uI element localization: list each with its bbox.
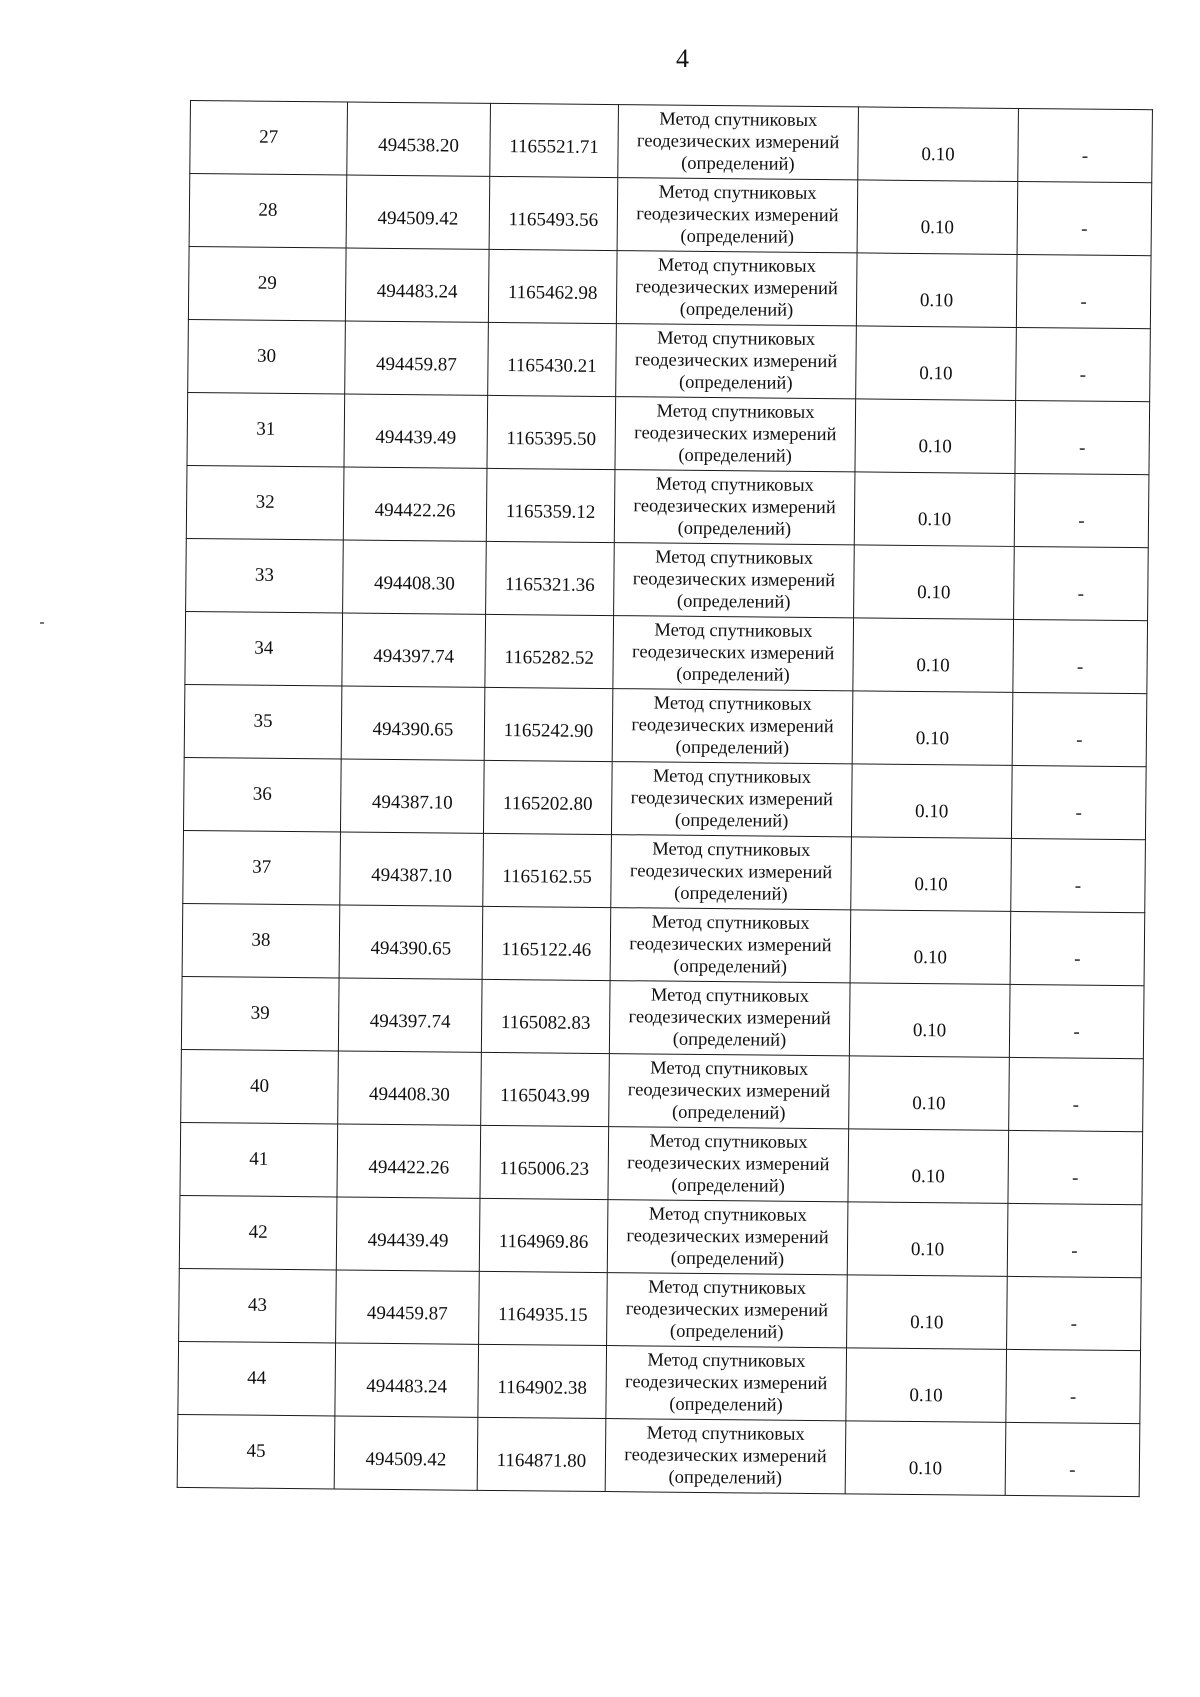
y-coordinate: 1164969.86 [498,1231,589,1253]
x-coordinate: 494538.20 [378,134,460,157]
point-number-cell [187,392,345,467]
x-coordinate-cell [338,978,482,1052]
method-line-2: геодезических измерений [624,1445,827,1468]
x-coordinate-cell [345,248,489,322]
method-cell [616,324,857,399]
extra-value: - [1075,802,1082,824]
precision-value: 0.10 [914,800,949,823]
table-row [182,903,1145,985]
page-number: 4 [676,44,689,73]
extra-cell [1007,1203,1142,1277]
precision-value: 0.10 [915,727,950,750]
precision-cell [847,1202,1008,1277]
precision-value: 0.10 [909,1384,943,1407]
method-line-1: Метод спутниковых [648,1277,807,1299]
point-number-cell [186,465,344,540]
precision-value: 0.10 [912,1092,946,1115]
method-line-2: геодезических измерений [629,934,832,957]
precision-value: 0.10 [919,290,954,312]
point-number-cell [183,757,341,832]
method-line-3: (определений) [680,226,795,248]
precision-value: 0.10 [913,946,948,969]
point-number: 43 [247,1294,268,1316]
table-row [186,538,1149,620]
y-coordinate: 1165082.83 [500,1012,591,1034]
y-coordinate: 1165395.50 [506,428,597,450]
y-coordinate: 1165162.55 [502,866,592,888]
table-row [184,684,1147,766]
method-line-1: Метод спутниковых [650,1058,809,1080]
x-coordinate-cell [336,1197,480,1271]
point-number-cell [182,903,340,978]
x-coordinate: 494422.26 [374,499,456,522]
point-number: 30 [256,345,277,367]
extra-cell [1008,1130,1143,1204]
x-coordinate-cell [337,1124,481,1198]
method-line-3: (определений) [679,299,794,321]
method-line-1: Метод спутниковых [657,255,817,278]
y-coordinate: 1164871.80 [496,1450,587,1472]
method-line-3: (определений) [674,810,789,832]
precision-cell [852,691,1013,766]
precision-cell [853,618,1014,693]
extra-value: - [1080,291,1087,313]
x-coordinate: 494408.30 [373,572,455,595]
x-coordinate-cell [344,394,488,468]
x-coordinate: 494422.26 [368,1156,450,1179]
extra-cell [1009,1057,1144,1131]
method-line-2: геодезических измерений [628,1007,831,1030]
precision-value: 0.10 [917,509,952,531]
y-coordinate-cell [486,468,615,542]
method-cell [617,178,858,253]
point-number-cell [177,1414,335,1489]
x-coordinate-cell [340,832,484,906]
method-line-1: Метод спутниковых [652,839,811,861]
precision-cell [854,545,1015,620]
point-number-cell [184,684,342,759]
y-coordinate-cell [482,906,611,980]
point-number-cell [180,1122,338,1197]
extra-value: - [1077,583,1085,605]
method-line-1: Метод спутниковых [659,109,818,132]
method-line-2: геодезических измерений [625,1299,829,1322]
table-row [183,757,1146,839]
extra-cell [1015,400,1150,474]
method-line-1: Метод спутниковых [655,547,814,570]
method-line-1: Метод спутниковых [653,693,812,715]
precision-value: 0.10 [912,1019,947,1042]
x-coordinate-cell [335,1343,479,1417]
table-row [189,174,1152,256]
method-line-1: Метод спутниковых [652,766,812,788]
precision-value: 0.10 [916,655,950,677]
method-cell [611,762,852,837]
method-cell [615,397,856,472]
method-line-1: Метод спутниковых [655,474,814,497]
precision-cell [851,764,1012,839]
table-row [181,976,1144,1058]
extra-cell [1010,911,1145,985]
point-number: 28 [258,199,278,221]
y-coordinate-cell [488,249,617,323]
point-number: 27 [259,126,279,148]
method-cell [608,1127,849,1202]
point-number-cell [178,1341,336,1416]
precision-cell [856,253,1017,328]
x-coordinate: 494387.10 [371,864,453,887]
extra-cell [1016,254,1151,328]
method-line-2: геодезических измерений [633,496,836,519]
x-coordinate: 494390.65 [370,937,452,960]
method-line-3: (определений) [673,956,788,978]
y-coordinate-cell [490,103,619,177]
x-coordinate: 494397.74 [369,1010,451,1033]
extra-value: - [1081,145,1089,167]
extra-cell [1016,327,1151,401]
precision-cell [846,1348,1007,1423]
table-row [183,830,1146,912]
y-coordinate-cell [478,1344,607,1418]
method-line-1: Метод спутниковых [648,1204,807,1226]
method-cell [609,981,850,1056]
extra-cell [1005,1422,1140,1496]
x-coordinate-cell [346,175,490,249]
table-row [177,1414,1140,1496]
precision-cell [858,107,1019,182]
method-cell [609,1054,850,1129]
extra-value: - [1070,1313,1078,1335]
y-coordinate-cell [481,979,610,1053]
extra-value: - [1071,1240,1078,1262]
x-coordinate: 494509.42 [377,207,459,230]
extra-value: - [1073,1021,1080,1043]
point-number-cell [181,976,339,1051]
y-coordinate-cell [479,1271,608,1345]
method-cell [614,470,855,545]
table-body [177,101,1152,1497]
method-line-3: (определений) [671,1175,785,1197]
extra-cell [1012,692,1147,766]
method-line-3: (определений) [671,1102,786,1124]
method-line-1: Метод спутниковых [651,912,810,934]
precision-value: 0.10 [921,144,955,166]
y-coordinate: 1165462.98 [507,282,598,304]
table-row [179,1268,1142,1350]
method-cell [612,689,853,764]
method-line-1: Метод спутниковых [658,182,817,205]
y-coordinate: 1165202.80 [502,793,593,815]
point-number-cell [179,1195,337,1270]
x-coordinate: 494483.24 [376,280,458,303]
x-coordinate-cell [334,1416,478,1490]
method-line-1: Метод спутниковых [656,401,815,424]
extra-cell [1014,473,1149,547]
y-coordinate-cell [485,614,614,688]
point-number: 39 [250,1002,270,1024]
method-line-1: Метод спутниковых [647,1350,806,1372]
y-coordinate: 1165359.12 [505,501,596,523]
method-cell [606,1346,847,1421]
precision-cell [849,1056,1010,1131]
x-coordinate: 494408.30 [368,1083,450,1106]
y-coordinate: 1165282.52 [504,647,595,669]
method-cell [607,1200,848,1275]
method-line-3: (определений) [681,153,795,175]
point-number: 34 [254,637,274,659]
precision-cell [847,1275,1008,1350]
point-number-cell [185,611,343,686]
y-coordinate: 1165430.21 [507,355,597,377]
method-line-3: (определений) [670,1248,785,1270]
point-number-cell [188,319,346,394]
precision-value: 0.10 [908,1457,943,1480]
method-line-3: (определений) [676,591,791,613]
y-coordinate-cell [483,833,612,907]
method-line-2: геодезических измерений [627,1080,831,1103]
point-number: 35 [253,710,273,732]
method-line-1: Метод спутниковых [646,1423,805,1445]
method-line-2: геодезических измерений [626,1226,829,1249]
method-cell [611,835,852,910]
precision-cell [851,837,1012,912]
extra-cell [1011,765,1146,839]
point-number: 41 [249,1148,269,1170]
x-coordinate-cell [338,1051,482,1125]
extra-value: - [1069,1459,1076,1481]
method-line-2: геодезических измерений [630,788,834,811]
method-line-2: геодезических измерений [634,423,837,446]
extra-value: - [1069,1386,1077,1408]
x-coordinate-cell [341,686,485,760]
y-coordinate-cell [480,1125,609,1199]
method-line-2: геодезических измерений [631,642,835,665]
method-line-2: геодезических измерений [635,277,838,300]
method-line-3: (определений) [678,445,792,467]
precision-cell [854,472,1015,547]
method-line-2: геодезических измерений [632,569,836,592]
precision-value: 0.10 [920,217,955,239]
x-coordinate: 494390.65 [372,718,454,741]
method-line-3: (определений) [674,883,788,905]
extra-value: - [1071,1167,1079,1189]
y-coordinate-cell [488,322,617,396]
method-cell [618,105,859,180]
table-row [178,1341,1141,1423]
extra-cell [1011,838,1146,912]
method-cell [614,543,855,618]
method-line-3: (определений) [678,372,793,394]
precision-value: 0.10 [910,1311,944,1334]
point-number-cell [181,1049,339,1124]
extra-cell [1018,108,1153,182]
extra-value: - [1078,437,1086,459]
precision-cell [857,180,1018,255]
y-coordinate: 1165122.46 [501,939,592,961]
point-number: 42 [248,1221,268,1243]
method-line-2: геодезических измерений [629,861,833,884]
extra-value: - [1072,1094,1080,1116]
method-cell [616,251,857,326]
method-line-3: (определений) [675,737,790,759]
point-number: 37 [252,856,272,878]
table-row [179,1195,1142,1277]
extra-value: - [1076,729,1083,751]
extra-value: - [1076,656,1084,678]
precision-value: 0.10 [918,436,952,458]
scan-speck [40,622,44,624]
method-line-2: геодезических измерений [627,1153,830,1176]
x-coordinate: 494387.10 [371,791,453,814]
x-coordinate-cell [342,613,486,687]
y-coordinate-cell [487,395,616,469]
point-number: 45 [246,1440,266,1462]
y-coordinate: 1165242.90 [503,720,594,742]
method-line-2: геодезических измерений [634,350,838,373]
table-row [187,392,1150,474]
method-line-3: (определений) [672,1029,787,1051]
precision-cell [848,1129,1009,1204]
method-cell [605,1419,846,1494]
y-coordinate: 1165006.23 [499,1158,590,1180]
extra-cell [1006,1349,1141,1423]
y-coordinate: 1165493.56 [508,209,599,231]
table-row [190,101,1153,183]
extra-value: - [1079,364,1087,386]
point-number: 33 [254,564,275,586]
method-line-3: (определений) [669,1394,783,1416]
point-number-cell [179,1268,337,1343]
x-coordinate: 494439.49 [367,1229,449,1252]
x-coordinate-cell [340,759,484,833]
precision-value: 0.10 [919,363,953,385]
x-coordinate: 494509.42 [365,1448,447,1471]
x-coordinate: 494483.24 [366,1375,448,1398]
y-coordinate-cell [481,1052,610,1126]
table-row [180,1122,1143,1204]
precision-value: 0.10 [917,582,951,604]
extra-cell [1013,619,1148,693]
method-line-1: Метод спутниковых [650,985,809,1007]
y-coordinate-cell [489,176,618,250]
extra-value: - [1074,948,1081,970]
x-coordinate: 494439.49 [375,426,457,449]
y-coordinate: 1164902.38 [497,1377,588,1399]
point-number: 29 [257,272,277,294]
method-line-2: геодезических измерений [631,715,834,738]
table-row [188,319,1151,401]
x-coordinate: 494459.87 [366,1302,448,1325]
x-coordinate: 494459.87 [375,353,457,376]
point-number: 36 [252,783,272,805]
precision-cell [856,326,1017,401]
y-coordinate: 1165521.71 [509,136,599,158]
method-line-3: (определений) [677,518,792,540]
method-line-2: геодезических измерений [624,1372,828,1395]
table-row [185,611,1148,693]
point-number-cell [190,101,348,176]
method-line-2: геодезических измерений [636,204,839,227]
method-line-3: (определений) [676,664,790,686]
point-number-cell [188,246,346,321]
precision-cell [849,983,1010,1058]
x-coordinate-cell [343,540,487,614]
point-number: 38 [251,929,271,951]
precision-cell [850,910,1011,985]
method-cell [613,616,854,691]
method-line-3: (определений) [669,1321,784,1343]
x-coordinate-cell [343,467,487,541]
point-number: 32 [255,491,275,513]
extra-cell [1017,181,1152,255]
point-number-cell [189,174,347,249]
x-coordinate: 494397.74 [373,645,455,668]
point-number: 44 [247,1367,267,1389]
y-coordinate-cell [484,687,613,761]
y-coordinate-cell [486,541,615,615]
precision-value: 0.10 [911,1165,945,1188]
y-coordinate-cell [479,1198,608,1272]
method-cell [607,1273,848,1348]
method-line-2: геодезических измерений [636,131,840,154]
point-number: 31 [256,418,276,440]
y-coordinate: 1164935.15 [497,1304,588,1326]
coordinates-table [177,100,1153,1497]
extra-value: - [1078,510,1085,532]
table-row [188,246,1151,328]
extra-value: - [1074,875,1082,897]
precision-cell [845,1421,1006,1496]
x-coordinate-cell [345,321,489,395]
table-row [186,465,1149,547]
method-cell [610,908,851,983]
y-coordinate: 1165321.36 [504,574,595,596]
precision-value: 0.10 [910,1238,945,1261]
precision-cell [855,399,1016,474]
method-line-3: (определений) [668,1467,783,1489]
x-coordinate-cell [347,102,491,176]
point-number-cell [183,830,341,905]
x-coordinate-cell [339,905,483,979]
method-line-1: Метод спутниковых [649,1131,808,1153]
method-line-1: Метод спутниковых [654,620,813,642]
extra-value: - [1081,218,1088,240]
point-number: 40 [249,1075,270,1097]
method-line-1: Метод спутниковых [657,328,816,351]
y-coordinate-cell [483,760,612,834]
table-row [181,1049,1144,1131]
extra-cell [1007,1276,1142,1350]
extra-cell [1009,984,1144,1058]
x-coordinate-cell [336,1270,480,1344]
point-number-cell [186,538,344,613]
precision-value: 0.10 [914,873,948,896]
extra-cell [1014,546,1149,620]
y-coordinate: 1165043.99 [500,1085,590,1107]
y-coordinate-cell [477,1417,606,1491]
